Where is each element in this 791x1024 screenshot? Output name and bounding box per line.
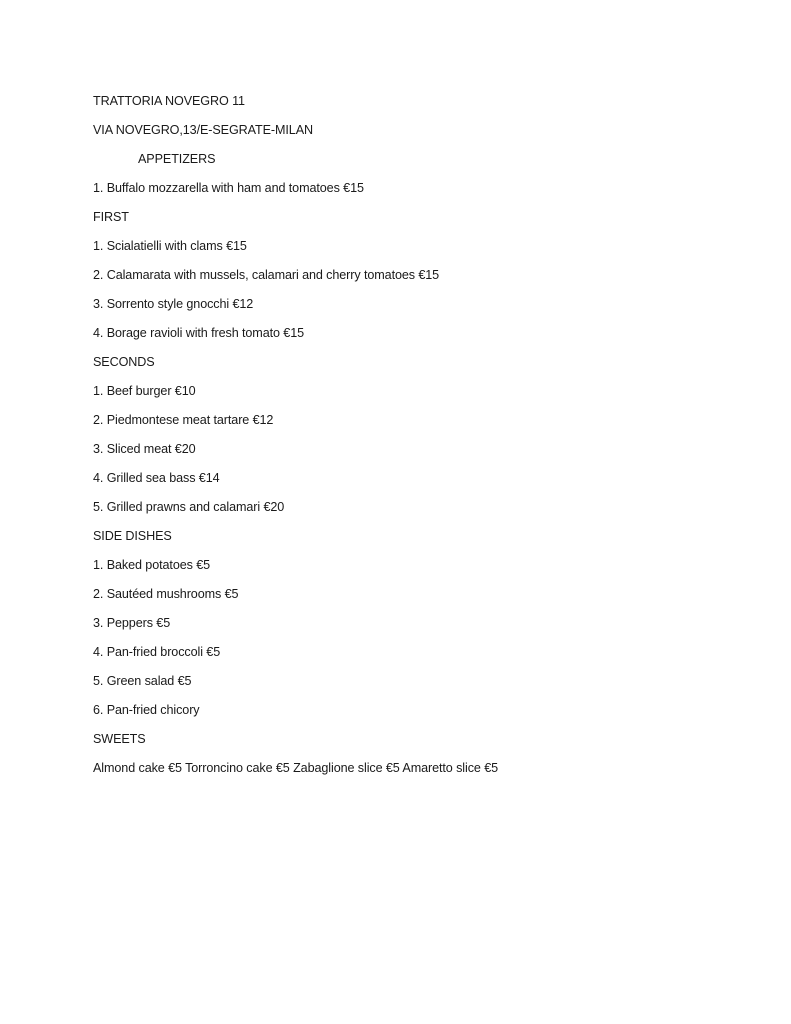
side-dishes-heading: SIDE DISHES [93, 529, 172, 543]
restaurant-name: TRATTORIA NOVEGRO 11 [93, 94, 245, 108]
menu-document [93, 93, 733, 789]
side-dish-item: 4. Pan-fried broccoli €5 [93, 645, 221, 659]
first-heading: FIRST [93, 210, 129, 224]
side-dish-item: 3. Peppers €5 [93, 616, 171, 630]
sweets-heading: SWEETS [93, 732, 146, 746]
side-dish-item: 6. Pan-fried chicory [93, 703, 200, 717]
restaurant-address: VIA NOVEGRO,13/E-SEGRATE-MILAN [93, 123, 314, 137]
appetizers-heading: APPETIZERS [138, 152, 216, 166]
side-dish-item: 5. Green salad €5 [93, 674, 192, 688]
seconds-item: 4. Grilled sea bass €14 [93, 471, 220, 485]
sweets-line: Almond cake €5 Torroncino cake €5 Zabaglione slice €5 Amaretto slice €5 [93, 761, 499, 775]
appetizer-item: 1. Buffalo mozzarella with ham and tomatoes €15 [93, 181, 364, 195]
seconds-item: 1. Beef burger €10 [93, 384, 196, 398]
seconds-item: 2. Piedmontese meat tartare €12 [93, 413, 274, 427]
seconds-item: 5. Grilled prawns and calamari €20 [93, 500, 285, 514]
first-item: 3. Sorrento style gnocchi €12 [93, 297, 254, 311]
first-item: 1. Scialatielli with clams €15 [93, 239, 247, 253]
seconds-item: 3. Sliced meat €20 [93, 442, 196, 456]
first-item: 2. Calamarata with mussels, calamari and cherry tomatoes €15 [93, 268, 440, 282]
side-dish-item: 1. Baked potatoes €5 [93, 558, 211, 572]
seconds-heading: SECONDS [93, 355, 155, 369]
first-item: 4. Borage ravioli with fresh tomato €15 [93, 326, 305, 340]
side-dish-item: 2. Sautéed mushrooms €5 [93, 587, 239, 601]
